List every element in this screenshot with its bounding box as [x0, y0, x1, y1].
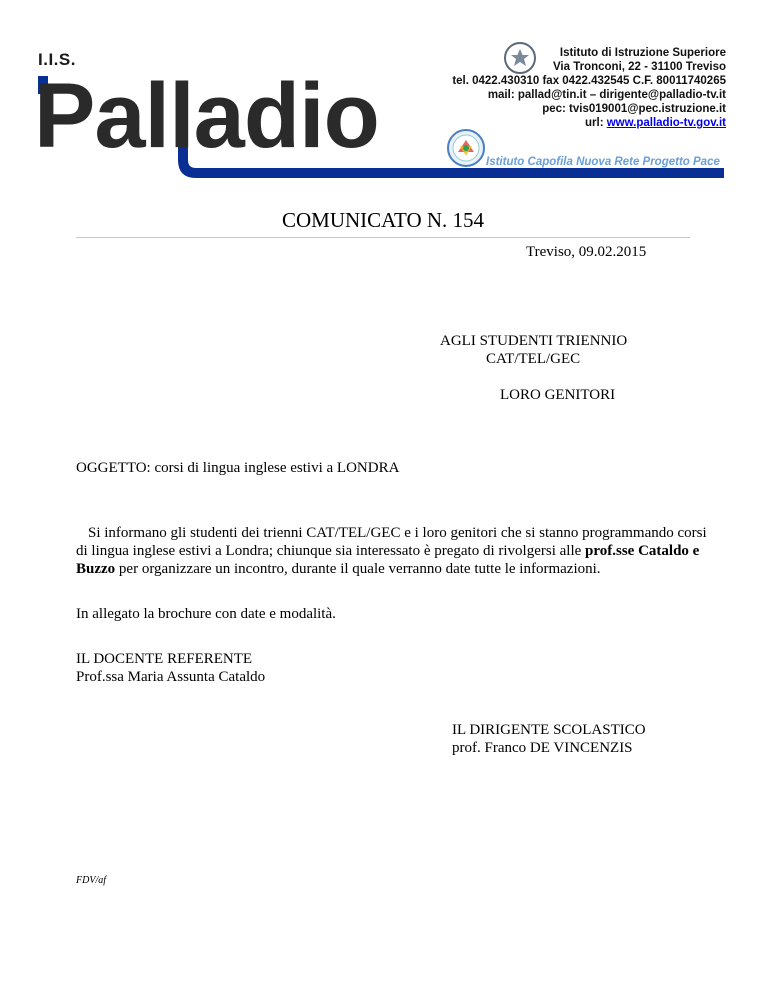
referente-name: Prof.ssa Maria Assunta Cataldo — [76, 669, 266, 685]
url-prefix: url: — [585, 117, 607, 129]
institute-pec: pec: tvis019001@pec.istruzione.it — [542, 103, 726, 115]
subject-line: OGGETTO: corsi di lingua inglese estivi a LONDRA — [76, 460, 400, 476]
document-title: COMUNICATO N. 154 — [282, 208, 485, 232]
dirigente-signature — [452, 721, 646, 757]
body-paragraph — [76, 524, 716, 578]
iis-label: I.I.S. — [38, 50, 76, 69]
recipient-line: CAT/TEL/GEC — [486, 351, 581, 367]
institute-url-line — [452, 116, 726, 130]
dirigente-name: prof. Franco DE VINCENZIS — [452, 740, 633, 756]
initials-footer: FDV/af — [76, 875, 106, 886]
institute-info — [452, 46, 726, 130]
body-text-part2: per organizzare un incontro, durante il quale verranno date tutte le informazioni. — [115, 561, 601, 577]
body-text-bold: prof.sse Cataldo e Buzzo — [76, 543, 700, 577]
referente-role: IL DOCENTE REFERENTE — [76, 651, 253, 667]
institute-url-link[interactable]: www.palladio-tv.gov.it — [606, 117, 726, 129]
recipient-line: AGLI STUDENTI TRIENNIO — [440, 333, 628, 349]
body-text-part1: Si informano gli studenti dei trienni CAT/TEL/GEC e i loro genitori che si stanno programmando corsi di lingua inglese estivi a Londra; chiunque sia interessato è pregato di rivolgersi alle — [76, 525, 707, 559]
referente-signature — [76, 650, 265, 686]
institute-mail: mail: pallad@tin.it – dirigente@palladio-tv.it — [487, 89, 726, 101]
logo-wordmark: Palladio — [34, 65, 379, 167]
attachment-note: In allegato la brochure con date e modalità. — [76, 606, 336, 622]
capofila-caption: Istituto Capofila Nuova Rete Progetto Pace — [486, 156, 720, 168]
title-divider — [76, 237, 690, 238]
dirigente-role: IL DIRIGENTE SCOLASTICO — [452, 722, 646, 738]
institute-phone: tel. 0422.430310 fax 0422.432545 C.F. 80011740265 — [452, 75, 726, 87]
recipients-block — [440, 332, 627, 404]
document-date: Treviso, 09.02.2015 — [526, 244, 647, 260]
peace-network-icon — [448, 130, 484, 166]
institute-address: Via Tronconi, 22 - 31100 Treviso — [552, 61, 726, 73]
institute-name: Istituto di Istruzione Superiore — [559, 47, 726, 59]
recipient-line: LORO GENITORI — [500, 387, 616, 403]
